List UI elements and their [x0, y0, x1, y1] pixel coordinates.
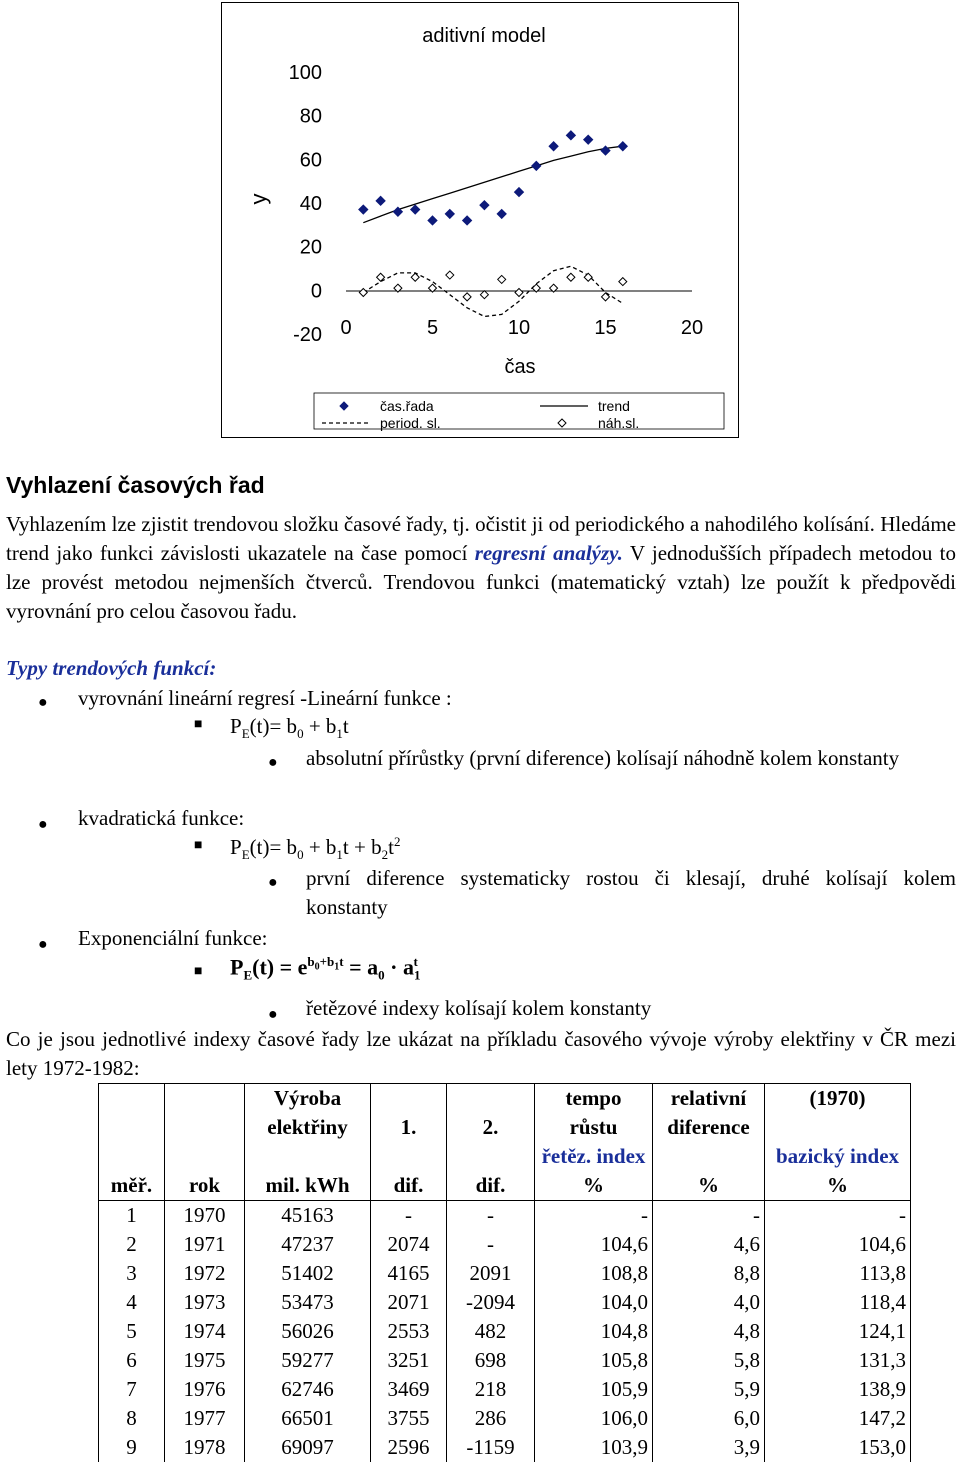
- section-heading: Vyhlazení časových řad: [6, 472, 265, 498]
- random-point: [567, 273, 575, 281]
- table-cell: 2553: [371, 1317, 447, 1346]
- table-cell: 147,2: [765, 1404, 911, 1433]
- table-cell: 69097: [245, 1433, 371, 1462]
- series-point: [359, 205, 368, 214]
- header-cell: [371, 1084, 447, 1114]
- table-cell: 1: [99, 1201, 165, 1231]
- table-cell: 113,8: [765, 1259, 911, 1288]
- table-cell: 482: [447, 1317, 535, 1346]
- quadratic-formula: $P_E(t)= b_0 + b_1t + b_2t^2$: [230, 834, 401, 863]
- table-cell: 118,4: [765, 1288, 911, 1317]
- table-cell: 153,0: [765, 1433, 911, 1462]
- table-cell: 1978: [165, 1433, 245, 1462]
- table-cell: 103,9: [535, 1433, 653, 1462]
- table-cell: -: [447, 1230, 535, 1259]
- table-cell: -: [371, 1201, 447, 1231]
- table-cell: 104,0: [535, 1288, 653, 1317]
- intro-text-1: Vyhlazením lze zjistit trendovou složku časové řady, tj. očistit ji od periodického a nahodilého kolísání.: [6, 512, 881, 536]
- bullet-exponential: ●: [38, 936, 48, 953]
- table-cell: 1976: [165, 1375, 245, 1404]
- header-cell: [245, 1142, 371, 1171]
- table-cell: 2091: [447, 1259, 535, 1288]
- table-cell: 8: [99, 1404, 165, 1433]
- table-cell: 56026: [245, 1317, 371, 1346]
- table-cell: 1977: [165, 1404, 245, 1433]
- table-cell: 9: [99, 1433, 165, 1462]
- series-point: [497, 209, 506, 218]
- legend-box: [314, 393, 724, 429]
- series-point: [532, 161, 541, 170]
- header-cell: mil. kWh: [245, 1171, 371, 1201]
- header-cell: [653, 1142, 765, 1171]
- random-point: [463, 293, 471, 301]
- regression-term: regresní analýzy.: [474, 541, 623, 565]
- random-point: [480, 291, 488, 299]
- table-cell: 5,8: [653, 1346, 765, 1375]
- table-cell: 45163: [245, 1201, 371, 1231]
- bullet-quadratic: ●: [38, 816, 48, 833]
- table-cell: 2: [99, 1230, 165, 1259]
- series-point: [376, 196, 385, 205]
- legend-label: trend: [598, 398, 630, 414]
- table-cell: -: [447, 1201, 535, 1231]
- y-tick-label: 40: [299, 193, 322, 215]
- bullet-linear: ●: [38, 694, 48, 711]
- table-cell: 218: [447, 1375, 535, 1404]
- x-tick-label: 5: [426, 317, 439, 339]
- header-cell: [371, 1142, 447, 1171]
- table-cell: -2094: [447, 1288, 535, 1317]
- x-tick-label: 10: [507, 317, 531, 339]
- series-point: [463, 216, 472, 225]
- table-cell: 138,9: [765, 1375, 911, 1404]
- table-cell: 3469: [371, 1375, 447, 1404]
- table-cell: 4165: [371, 1259, 447, 1288]
- electricity-table: [98, 1083, 911, 1462]
- table-row: [99, 1201, 911, 1231]
- series-point: [566, 131, 575, 140]
- table-row: [99, 1433, 911, 1462]
- header-cell: [447, 1142, 535, 1171]
- bullet-note-3: ●: [268, 1006, 278, 1023]
- bullet-note-2: ●: [268, 874, 278, 891]
- table-cell: 1975: [165, 1346, 245, 1375]
- series-point: [549, 142, 558, 151]
- table-cell: 66501: [245, 1404, 371, 1433]
- table-cell: 8,8: [653, 1259, 765, 1288]
- table-header-row: [99, 1113, 911, 1142]
- x-axis-label: čas: [504, 356, 536, 378]
- header-cell: [99, 1142, 165, 1171]
- header-cell: [165, 1084, 245, 1114]
- random-point: [584, 273, 592, 281]
- table-cell: -: [765, 1201, 911, 1231]
- header-cell: %: [765, 1171, 911, 1201]
- table-row: [99, 1346, 911, 1375]
- table-cell: 108,8: [535, 1259, 653, 1288]
- table-row: [99, 1230, 911, 1259]
- table-header-row: [99, 1084, 911, 1114]
- table-cell: 1974: [165, 1317, 245, 1346]
- table-cell: 2074: [371, 1230, 447, 1259]
- y-tick-label: -20: [293, 324, 322, 346]
- table-cell: 3251: [371, 1346, 447, 1375]
- table-cell: 7: [99, 1375, 165, 1404]
- table-cell: 1973: [165, 1288, 245, 1317]
- legend-swatch: [340, 402, 348, 410]
- table-row: [99, 1317, 911, 1346]
- series-point: [584, 135, 593, 144]
- legend-label: period. sl.: [380, 415, 441, 431]
- table-cell: 104,6: [535, 1230, 653, 1259]
- header-cell: tempo: [535, 1084, 653, 1114]
- quadratic-note: první diference systematicky rostou či klesají, druhé kolísají kolem konstanty: [306, 866, 956, 919]
- header-cell: dif.: [371, 1171, 447, 1201]
- series-point: [480, 201, 489, 210]
- intro-text-2: Hledáme trend jako funkci závislosti ukazatele na čase pomocí: [6, 512, 956, 565]
- table-cell: 5: [99, 1317, 165, 1346]
- table-cell: 1971: [165, 1230, 245, 1259]
- legend-label: náh.sl.: [598, 415, 640, 431]
- random-point: [515, 289, 523, 297]
- header-cell: rok: [165, 1171, 245, 1201]
- table-cell: 105,9: [535, 1375, 653, 1404]
- legend-label: čas.řada: [380, 398, 434, 414]
- table-header-row: [99, 1142, 911, 1171]
- table-cell: -1159: [447, 1433, 535, 1462]
- square-bullet: ■: [194, 838, 203, 853]
- random-point: [411, 273, 419, 281]
- table-cell: 3: [99, 1259, 165, 1288]
- table-cell: 62746: [245, 1375, 371, 1404]
- table-cell: 4,6: [653, 1230, 765, 1259]
- bullet-note-1: ●: [268, 754, 278, 771]
- random-point: [619, 278, 627, 286]
- table-intro-paragraph: Co je jsou jednotlivé indexy časové řady lze ukázat na příkladu časového vývoje výroby elektřiny v ČR mezi lety 1972-1982:: [6, 1027, 956, 1080]
- table-cell: 104,6: [765, 1230, 911, 1259]
- header-cell: [447, 1084, 535, 1114]
- exponential-formula: $P_E(t) = e^{b_0+b_1t} = a_0 \cdot a_1^t$: [230, 954, 421, 983]
- header-cell: bazický index: [765, 1142, 911, 1171]
- linear-note: absolutní přírůstky (první diference) kolísají náhodně kolem konstanty: [306, 746, 900, 770]
- table-cell: 2071: [371, 1288, 447, 1317]
- header-cell: měř.: [99, 1171, 165, 1201]
- header-cell: dif.: [447, 1171, 535, 1201]
- intro-text-4: Trendovou funkci (matematický vztah) lze použít k předpovědi vyrovnání pro celou časovou řadu.: [6, 570, 957, 623]
- y-axis-label: y: [246, 193, 271, 205]
- series-point: [428, 216, 437, 225]
- header-cell: [165, 1113, 245, 1142]
- table-cell: -: [653, 1201, 765, 1231]
- table-cell: 106,0: [535, 1404, 653, 1433]
- chart-legend: [314, 393, 724, 431]
- exponential-label: Exponenciální funkce:: [78, 926, 268, 950]
- y-tick-label: 60: [299, 149, 322, 172]
- linear-formula: $P_E(t)= b_0 + b_1t$: [230, 714, 349, 742]
- x-tick-label: 20: [680, 317, 704, 339]
- header-cell: %: [535, 1171, 653, 1201]
- table-cell: 4: [99, 1288, 165, 1317]
- table-cell: 286: [447, 1404, 535, 1433]
- exponential-note: řetězové indexy kolísají kolem konstanty: [306, 996, 652, 1020]
- table-cell: 4,0: [653, 1288, 765, 1317]
- series-point: [445, 209, 454, 218]
- chart: [221, 2, 739, 438]
- table-cell: 2596: [371, 1433, 447, 1462]
- table-cell: 59277: [245, 1346, 371, 1375]
- chart-svg: [222, 3, 738, 437]
- header-cell: Výroba: [245, 1084, 371, 1114]
- table-cell: 1970: [165, 1201, 245, 1231]
- y-tick-label: 0: [310, 280, 322, 303]
- table-cell: 6: [99, 1346, 165, 1375]
- x-tick-label: 0: [340, 317, 352, 339]
- table-cell: 5,9: [653, 1375, 765, 1404]
- table-cell: -: [535, 1201, 653, 1231]
- linear-label: vyrovnání lineární regresí -Lineární funkce :: [78, 686, 452, 710]
- table-row: [99, 1259, 911, 1288]
- intro-text-3: V jednodušších případech metodou to lze provést metodou nejmenších čtverců.: [6, 541, 956, 594]
- series-point: [411, 205, 420, 214]
- y-tick-label: 20: [299, 236, 322, 259]
- table-row: [99, 1288, 911, 1317]
- types-heading: Typy trendových funkcí:: [6, 656, 217, 680]
- table-cell: 104,8: [535, 1317, 653, 1346]
- header-cell: [765, 1113, 911, 1142]
- header-cell: %: [653, 1171, 765, 1201]
- square-bullet: ■: [194, 717, 203, 732]
- y-tick-label: 100: [288, 62, 322, 84]
- table-cell: 47237: [245, 1230, 371, 1259]
- table-header-row: [99, 1171, 911, 1201]
- table-row: [99, 1404, 911, 1433]
- table-cell: 4,8: [653, 1317, 765, 1346]
- table-cell: 124,1: [765, 1317, 911, 1346]
- table-cell: 131,3: [765, 1346, 911, 1375]
- header-cell: diference: [653, 1113, 765, 1142]
- header-cell: [165, 1142, 245, 1171]
- intro-paragraph: [6, 510, 956, 626]
- header-cell: elektřiny: [245, 1113, 371, 1142]
- legend-swatch: [558, 419, 566, 427]
- header-cell: relativní: [653, 1084, 765, 1114]
- table-cell: 51402: [245, 1259, 371, 1288]
- table-cell: 1972: [165, 1259, 245, 1288]
- table-cell: 3,9: [653, 1433, 765, 1462]
- x-tick-label: 15: [594, 317, 617, 339]
- header-cell: růstu: [535, 1113, 653, 1142]
- series-point: [618, 142, 627, 151]
- table-cell: 3755: [371, 1404, 447, 1433]
- chart-title: aditivní model: [422, 25, 546, 47]
- table-cell: 105,8: [535, 1346, 653, 1375]
- table-row: [99, 1375, 911, 1404]
- header-cell: 1.: [371, 1113, 447, 1142]
- series-point: [515, 188, 524, 197]
- table-cell: 53473: [245, 1288, 371, 1317]
- random-point: [359, 289, 367, 297]
- header-cell: (1970): [765, 1084, 911, 1114]
- table-cell: 698: [447, 1346, 535, 1375]
- table-cell: 6,0: [653, 1404, 765, 1433]
- square-bullet: ■: [194, 964, 203, 979]
- quadratic-label: kvadratická funkce:: [78, 806, 245, 830]
- y-tick-label: 80: [299, 105, 322, 128]
- random-point: [446, 271, 454, 279]
- header-cell: [99, 1113, 165, 1142]
- random-point: [498, 275, 506, 283]
- header-cell: řetěz. index: [535, 1142, 653, 1171]
- header-cell: [99, 1084, 165, 1114]
- header-cell: 2.: [447, 1113, 535, 1142]
